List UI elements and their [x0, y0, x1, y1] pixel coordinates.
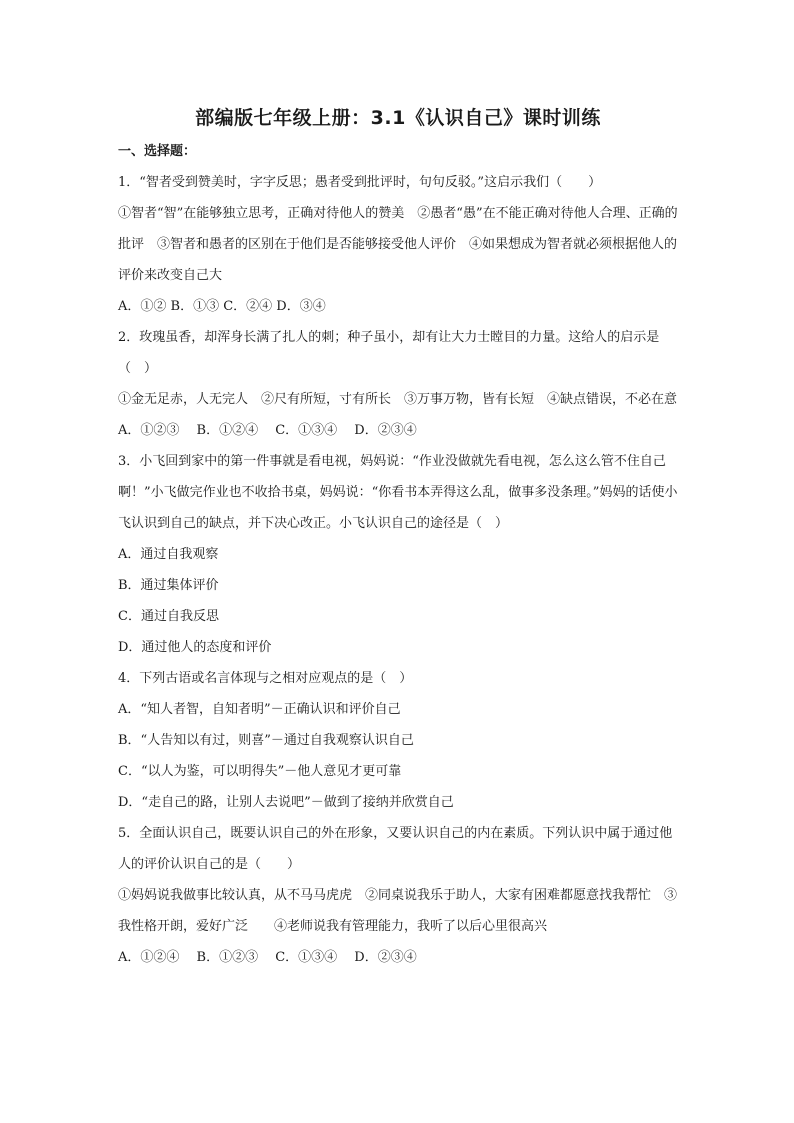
question-1-stem: 1．“智者受到赞美时，字字反思；愚者受到批评时，句句反驳。”这启示我们（ ）	[118, 175, 602, 190]
question-5-options: A．①②④ B．①②③ C．①③④ D．②③④	[118, 950, 417, 965]
question-3-stem: 3．小飞回到家中的第一件事就是看电视，妈妈说：“作业没做就先看电视，怎么这么管不住自己啊！”小飞做完作业也不收拾书桌，妈妈说：“你看书本弄得这么乱，做事多没条理。”妈妈的话使小飞认识到自己的缺点，并下决心改正。小飞认识自己的途径是（ ）	[118, 454, 678, 531]
question-4-stem: 4．下列古语或名言体现与之相对应观点的是（ ）	[118, 671, 413, 686]
section-heading: 一、选择题：	[118, 144, 197, 159]
question-2-stem: 2．玫瑰虽香，却浑身长满了扎人的刺；种子虽小，却有让大力士瞠目的力量。这给人的启示是（ ）	[118, 330, 660, 376]
question-1-options: A．①② B．①③ C．②④ D．③④	[118, 299, 326, 314]
question-2-options: A．①②③ B．①②④ C．①③④ D．②③④	[118, 423, 417, 438]
question-4-option-b: B．“人告知以有过，则喜”－通过自我观察认识自己	[118, 733, 414, 748]
question-2-statements: ①金无足赤，人无完人 ②尺有所短，寸有所长 ③万事万物，皆有长短 ④缺点错误，不必在意	[118, 392, 678, 407]
question-3-option-b: B．通过集体评价	[118, 578, 219, 593]
question-4-option-c: C．“以人为鉴，可以明得失”－他人意见才更可靠	[118, 764, 402, 779]
question-3-option-c: C．通过自我反思	[118, 609, 219, 624]
question-4-option-d: D．“走自己的路，让别人去说吧”－做到了接纳并欣赏自己	[118, 795, 454, 810]
question-5-statements: ①妈妈说我做事比较认真，从不马马虎虎 ②同桌说我乐于助人，大家有困难都愿意找我帮忙 ③我性格开朗，爱好广泛 ④老师说我有管理能力，我听了以后心里很高兴	[118, 888, 678, 934]
document-page	[118, 100, 678, 973]
document-title: 部编版七年级上册：3.1《认识自己》课时训练	[195, 107, 601, 129]
question-5-stem: 5．全面认识自己，既要认识自己的外在形象，又要认识自己的内在素质。下列认识中属于通过他人的评价认识自己的是（ ）	[118, 826, 673, 872]
question-1-statements: ①智者“智”在能够独立思考，正确对待他人的赞美 ②愚者“愚”在不能正确对待他人合理、正确的批评 ③智者和愚者的区别在于他们是否能够接受他人评价 ④如果想成为智者就必须根据他人的评价来改变自己大	[118, 206, 678, 283]
question-3-option-a: A．通过自我观察	[118, 547, 219, 562]
question-3-option-d: D．通过他人的态度和评价	[118, 640, 272, 655]
question-4-option-a: A．“知人者智，自知者明”－正确认识和评价自己	[118, 702, 401, 717]
